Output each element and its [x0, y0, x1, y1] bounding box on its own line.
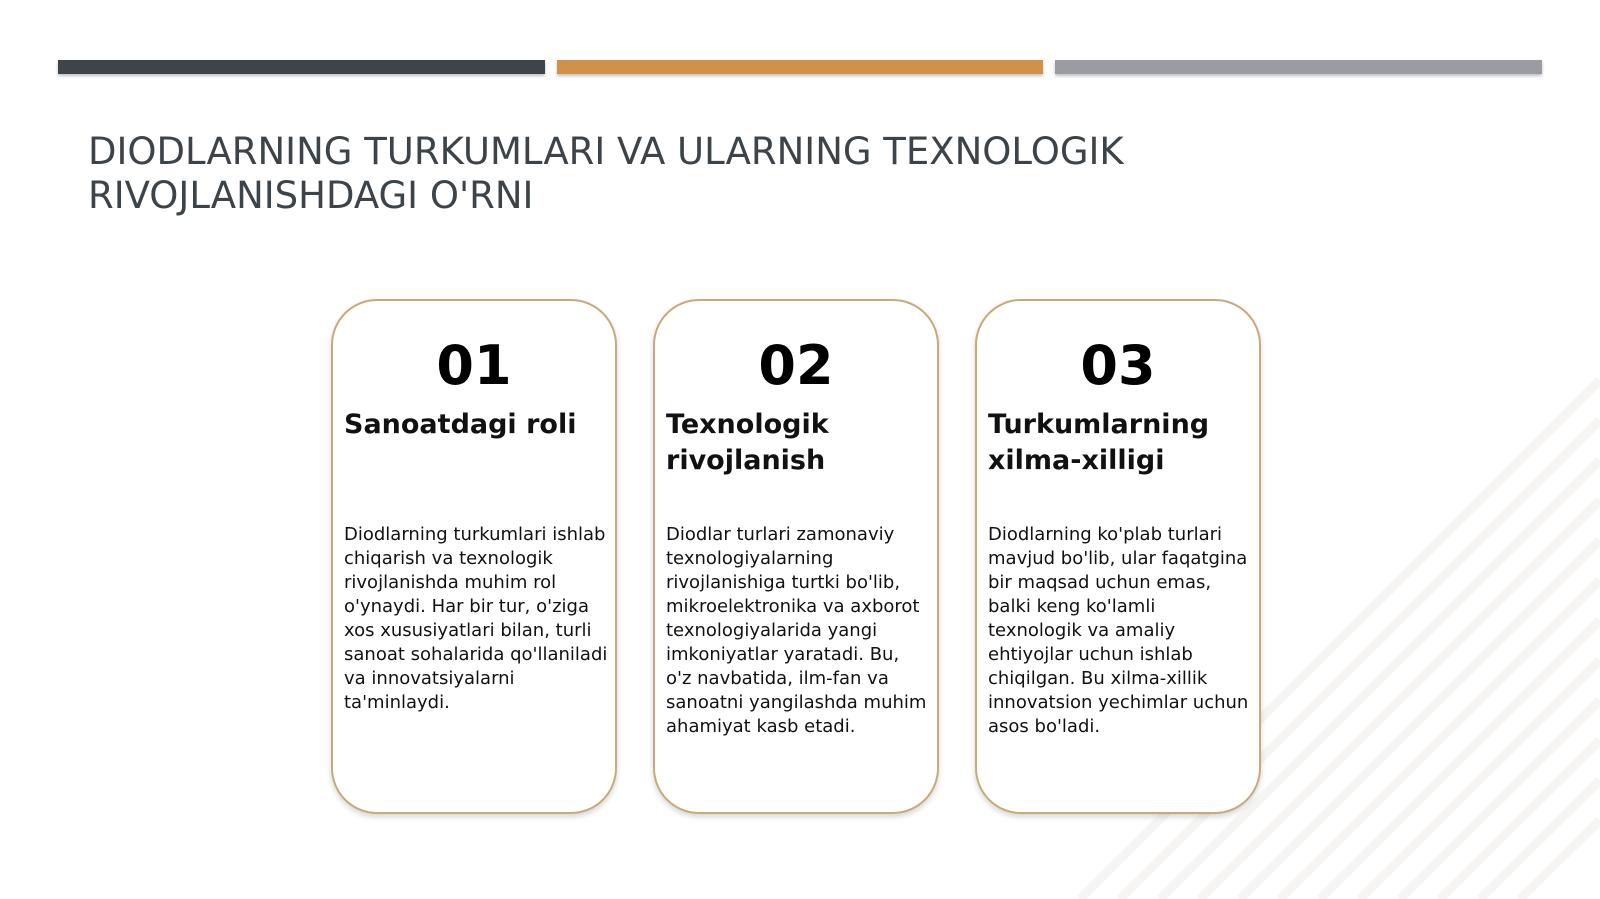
card-number: 02: [758, 334, 834, 397]
slide-title: DIODLARNING TURKUMLARI VA ULARNING TEXNOLOGIK RIVOJLANISHDAGI O'RNI: [88, 130, 1124, 217]
card-description: Diodlarning ko'plab turlari mavjud bo'lib, ular faqatgina bir maqsad uchun emas, balki keng ko'lamli texnologik va amaliy ehtiyojlar uchun ishlab chiqilgan. Bu xilma-xillik innovatsion yechimlar uchun asos bo'ladi.: [988, 524, 1249, 737]
card-2: [653, 299, 939, 814]
card-heading: Turkumlarning xilma-xilligi: [988, 409, 1210, 476]
card-number: 01: [436, 334, 512, 397]
accent-bar-gray: [1055, 60, 1542, 74]
card-number: 03: [1080, 334, 1156, 397]
cards-row: [331, 299, 1269, 816]
card-description: Diodlar turlari zamonaviy texnologiyalarning rivojlanishiga turtki bo'lib, mikroelektronika va axborot texnologiyalarida yangi imkoniyatlar yaratadi. Bu, o'z navbatida, ilm-fan va sanoatni yangilashda muhim ahamiyat kasb etadi.: [666, 524, 927, 737]
accent-bar-dark: [58, 60, 545, 74]
card-description: Diodlarning turkumlari ishlab chiqarish va texnologik rivojlanishda muhim rol o'ynaydi. Har bir tur, o'ziga xos xususiyatlari bilan, turli sanoat sohalarida qo'llaniladi va innovatsiyalarni ta'minlaydi.: [344, 524, 608, 713]
card-heading: Sanoatdagi roli: [344, 409, 577, 440]
top-accent-bars: [58, 60, 1542, 74]
accent-bar-orange: [557, 60, 1044, 74]
card-1: [331, 299, 617, 814]
card-heading: Texnologik rivojlanish: [666, 409, 829, 476]
card-3: [975, 299, 1261, 814]
